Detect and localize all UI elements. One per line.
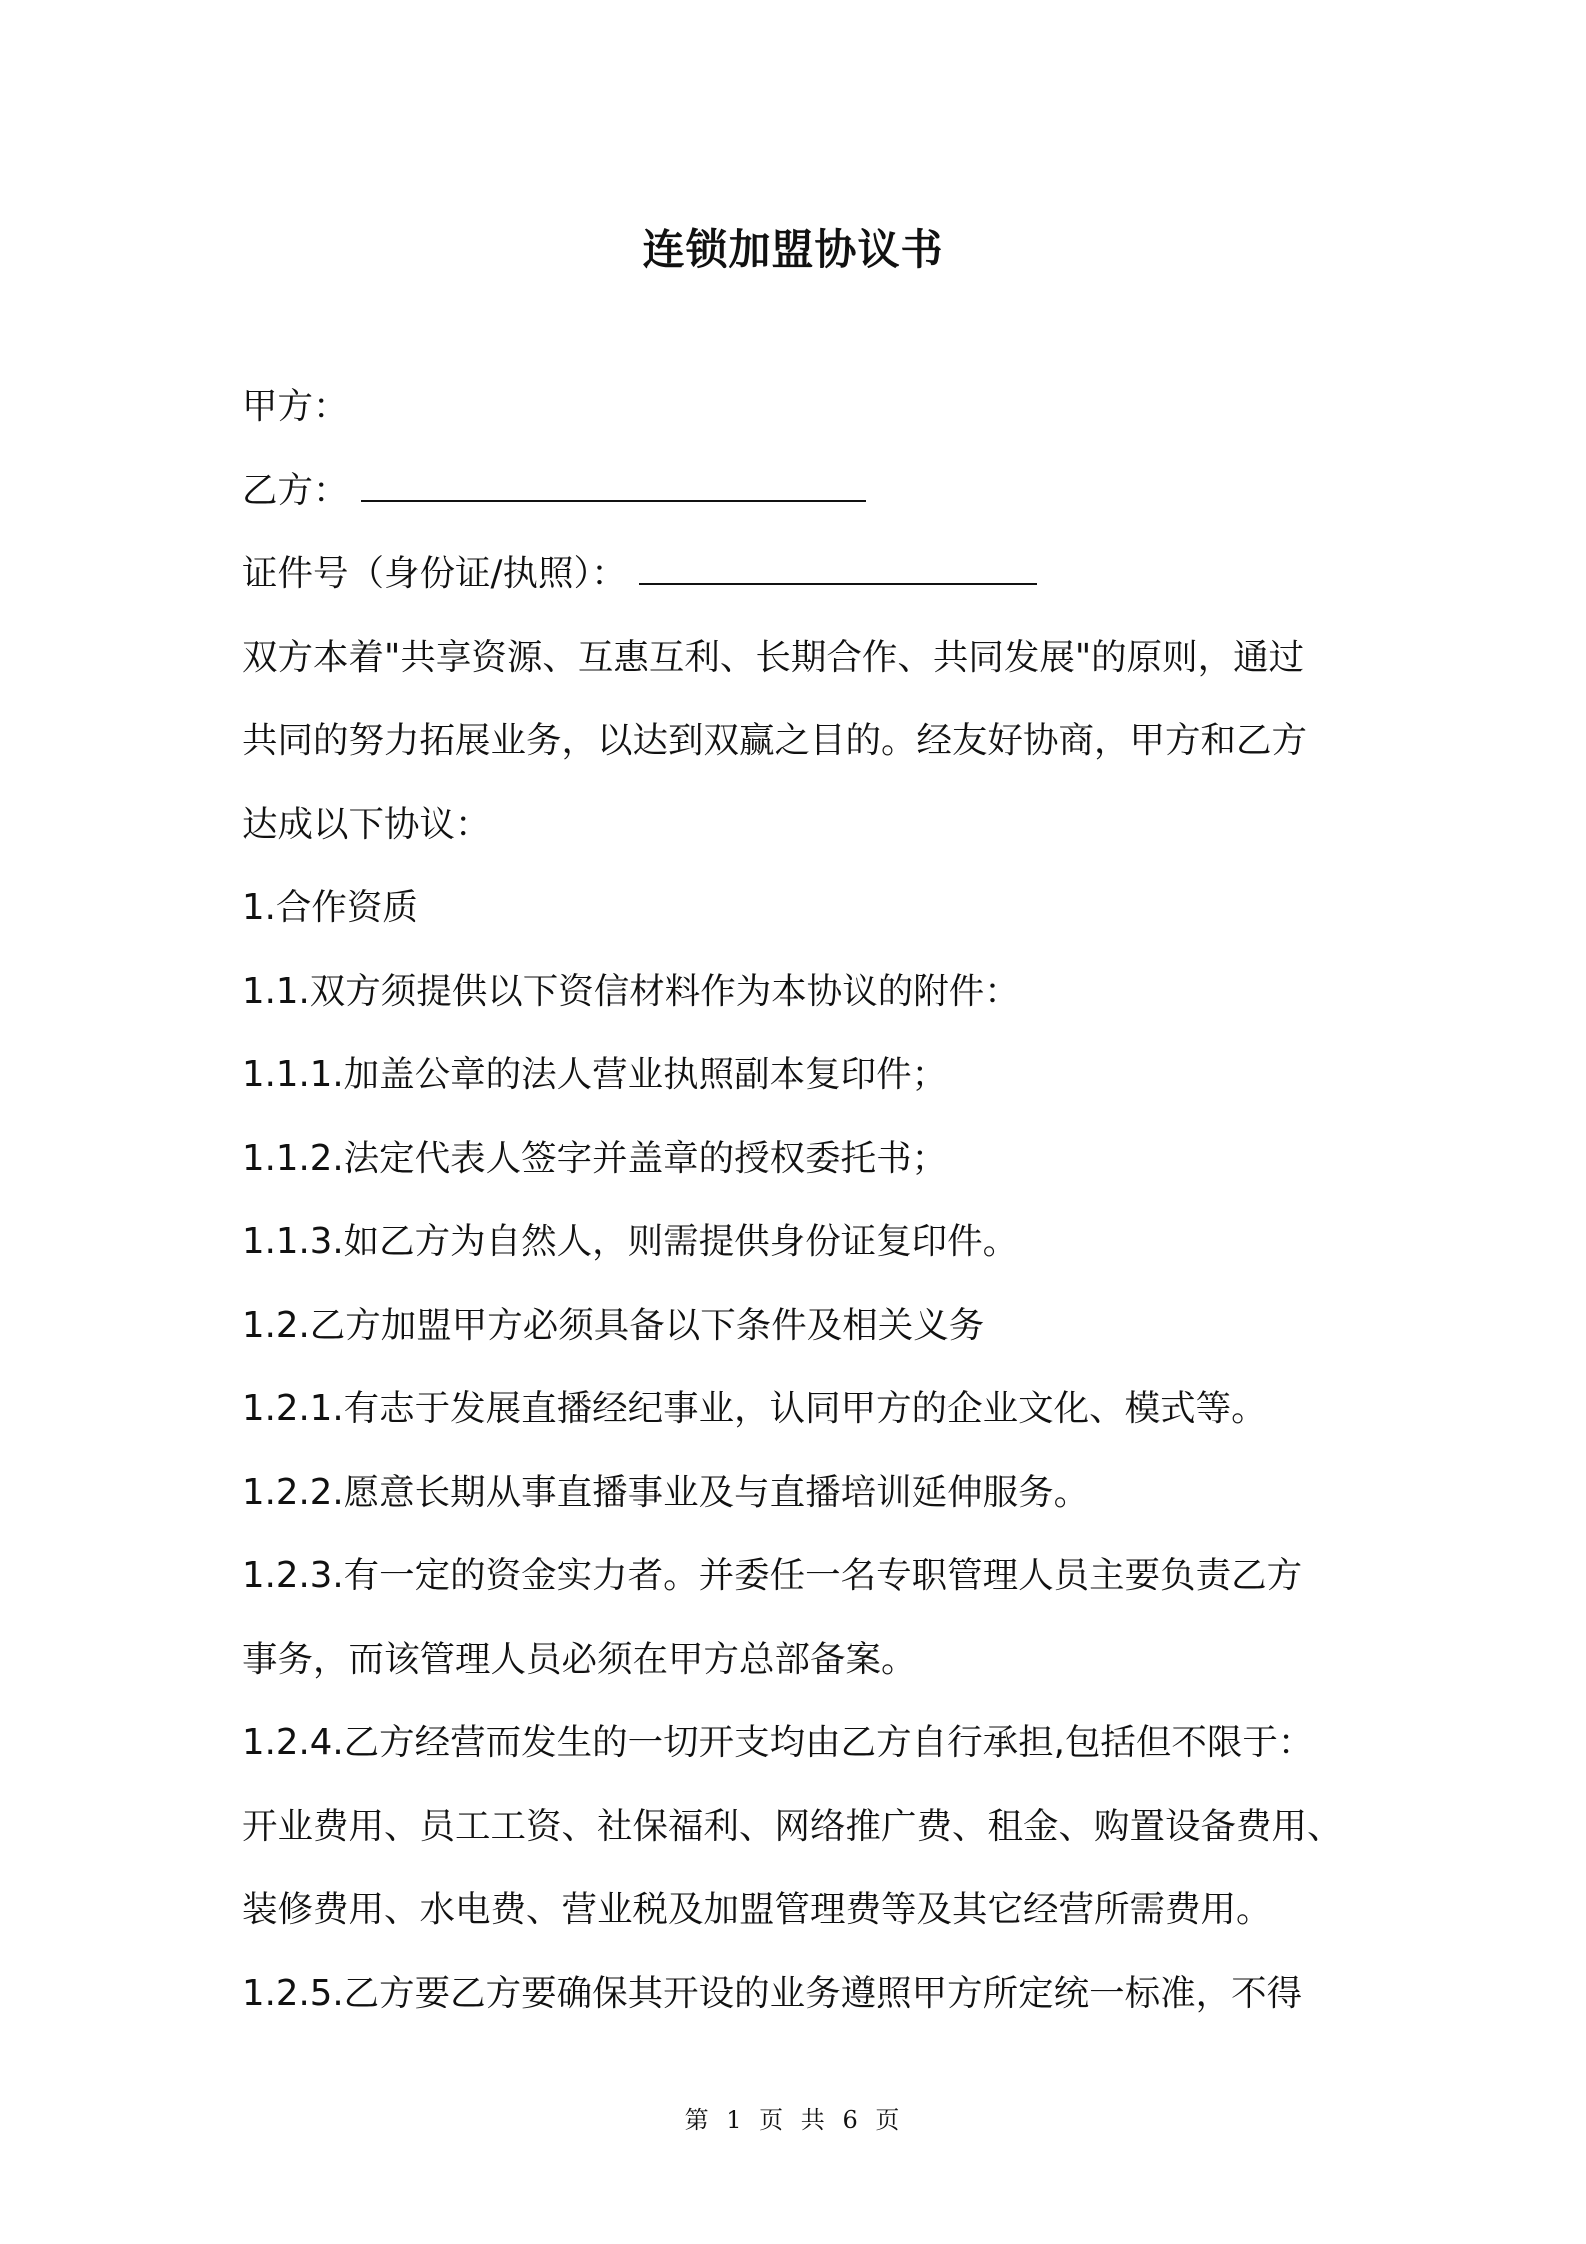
clause-line: 1.2.2.愿意长期从事直播事业及与直播培训延伸服务。 — [242, 1471, 1090, 1513]
id-number-blank — [639, 561, 1037, 585]
clause-line: 1.2.5.乙方要乙方要确保其开设的业务遵照甲方所定统一标准，不得 — [242, 1972, 1303, 2014]
section-heading: 1.合作资质 — [242, 887, 418, 928]
clause-line: 1.2.4.乙方经营而发生的一切开支均由乙方自行承担,包括但不限于： — [242, 1722, 1314, 1763]
clause-line: 1.1.1.加盖公章的法人营业执照副本复印件； — [242, 1054, 948, 1095]
paragraph-line: 达成以下协议： — [242, 803, 491, 845]
clause-line: 1.2.3.有一定的资金实力者。并委任一名专职管理人员主要负责乙方 — [242, 1555, 1303, 1596]
page-footer: 第 1 页 共 6 页 — [684, 2106, 902, 2134]
clause-line: 1.1.双方须提供以下资信材料作为本协议的附件： — [242, 970, 1020, 1012]
id-number-label: 证件号（身份证/执照）： — [242, 553, 627, 594]
document-title: 连锁加盟协议书 — [642, 225, 944, 274]
clause-line: 事务，而该管理人员必须在甲方总部备案。 — [242, 1638, 917, 1680]
clause-line: 开业费用、员工工资、社保福利、网络推广费、租金、购置设备费用、 — [242, 1805, 1343, 1847]
party-a-line — [242, 365, 1357, 449]
clause-line: 1.1.2.法定代表人签字并盖章的授权委托书； — [242, 1137, 948, 1179]
id-number-line — [242, 532, 1357, 616]
party-b-line — [242, 449, 1357, 533]
clause-line: 1.2.乙方加盟甲方必须具备以下条件及相关义务 — [242, 1304, 985, 1346]
party-b-label: 乙方： — [242, 469, 349, 511]
clause-line: 装修费用、水电费、营业税及加盟管理费等及其它经营所需费用。 — [242, 1889, 1272, 1930]
party-a-label: 甲方： — [242, 386, 349, 427]
party-b-blank — [361, 478, 866, 502]
clause-line: 1.1.3.如乙方为自然人，则需提供身份证复印件。 — [242, 1221, 1019, 1262]
clause-line: 1.2.1.有志于发展直播经纪事业，认同甲方的企业文化、模式等。 — [242, 1388, 1267, 1429]
paragraph-line: 双方本着"共享资源、互惠互利、长期合作、共同发展"的原则，通过 — [242, 636, 1305, 678]
document-body — [242, 365, 1357, 2035]
paragraph-line: 共同的努力拓展业务，以达到双赢之目的。经友好协商，甲方和乙方 — [242, 720, 1308, 761]
